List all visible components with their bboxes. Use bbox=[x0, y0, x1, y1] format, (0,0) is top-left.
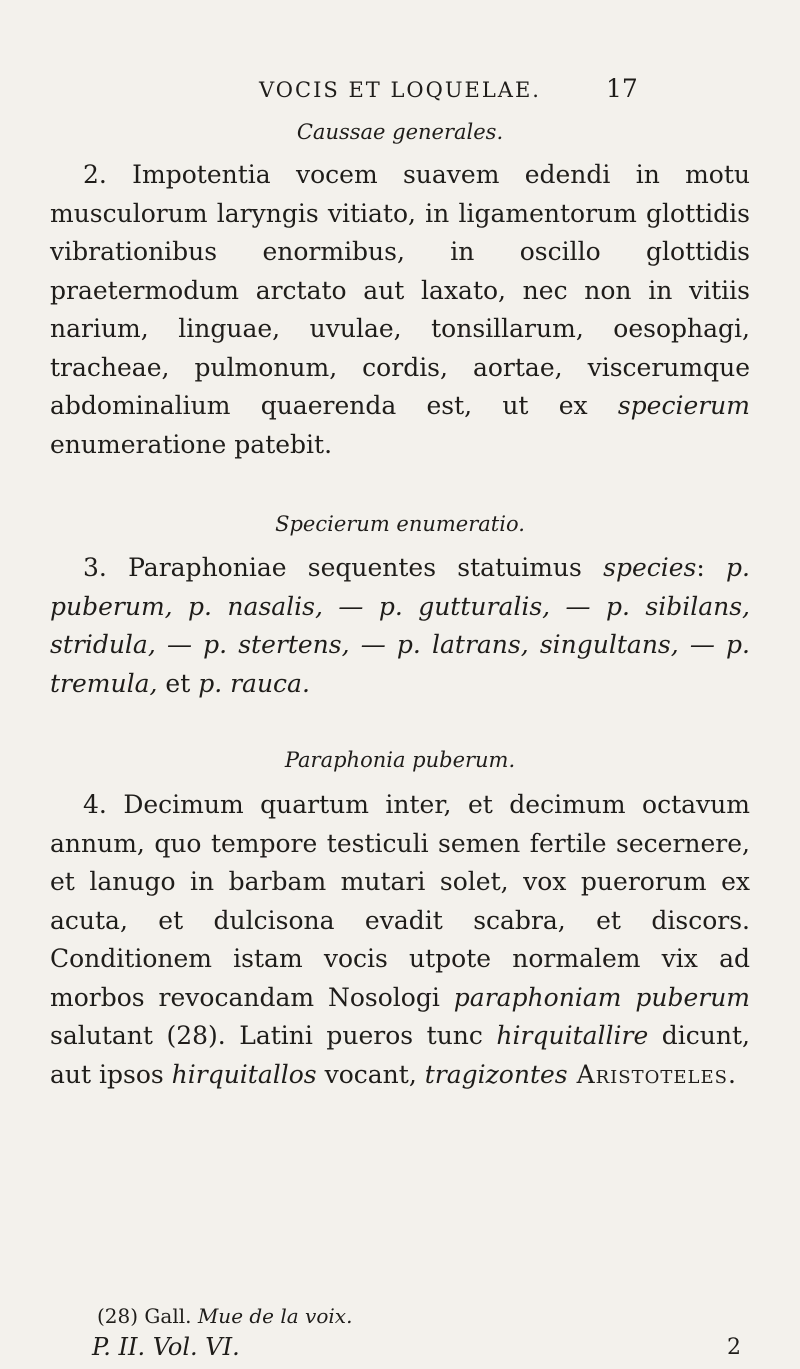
italic-term: tragizontes bbox=[424, 1059, 568, 1089]
italic-term: hirquitallire bbox=[496, 1021, 649, 1050]
italic-term: specierum bbox=[617, 391, 750, 420]
species-last: p. rauca. bbox=[198, 668, 310, 698]
heading-specierum-enumeratio: Specierum enumeratio. bbox=[275, 512, 525, 536]
heading-caussae-generales: Caussae generales. bbox=[296, 120, 504, 144]
footnote-italic: Mue de la voix. bbox=[197, 1304, 353, 1328]
paragraph-body: Decimum quartum inter, et decimum octavum annum, quo tempore testiculi semen fertile secernere, et lanugo in barbam mutari solet, vox puerorum ex acuta, et dulcisona evadit scabra, et discors. Conditionem istam vocis utpote normalem vix ad morbos revocandam Nosologi bbox=[50, 790, 750, 1012]
signature-number: 2 bbox=[727, 1335, 741, 1360]
paragraph-end: enumeratione patebit. bbox=[50, 429, 333, 459]
paragraph-body: Paraphoniae sequentes statuimus bbox=[106, 553, 604, 582]
paragraph-number: 2. bbox=[83, 160, 107, 189]
paragraph-4 bbox=[50, 786, 750, 1094]
paragraph-2 bbox=[50, 156, 750, 464]
paragraph-body-4: vocant, bbox=[316, 1059, 425, 1089]
colon: : bbox=[696, 553, 705, 582]
paragraph-3 bbox=[50, 549, 750, 703]
italic-term: paraphoniam puberum bbox=[453, 982, 750, 1012]
paragraph-body-2: salutant (28). Latini pueros tunc bbox=[50, 1021, 497, 1050]
paragraph-number: 4. bbox=[83, 790, 107, 819]
page-number: 17 bbox=[606, 74, 638, 103]
signature-mark: P. II. Vol. VI. bbox=[92, 1333, 240, 1361]
italic-term: species bbox=[603, 553, 697, 582]
author-name: Aristoteles. bbox=[567, 1059, 737, 1089]
paragraph-number: 3. bbox=[83, 553, 107, 582]
footnote-text: Gall. bbox=[138, 1304, 198, 1328]
paragraph-body-3: dicunt, aut ipsos bbox=[50, 1021, 750, 1089]
italic-term: hirquitallos bbox=[171, 1059, 317, 1089]
conjunction: et bbox=[157, 668, 199, 698]
species-list: p. puberum, p. nasalis, — p. gutturalis, — p. sibilans, stridula, — p. stertens, — p. latrans, singultans, — p. tremula, bbox=[50, 553, 750, 698]
footnote bbox=[97, 1304, 352, 1328]
heading-paraphonia-puberum: Paraphonia puberum. bbox=[284, 748, 516, 772]
footnote-mark: (28) bbox=[97, 1304, 139, 1328]
running-head: VOCIS ET LOQUELAE. bbox=[259, 78, 541, 102]
paragraph-body: Impotentia vocem suavem edendi in motu musculorum laryngis vitiato, in ligamentorum glottidis vibrationibus enormibus, in oscillo glottidis praetermodum arctato aut laxato, nec non in vitiis narium, linguae, uvulae, tonsillarum, oesophagi, tracheae, pulmonum, cordis, aortae, viscerumque abdominalium quaerenda est, ut ex bbox=[50, 160, 750, 420]
